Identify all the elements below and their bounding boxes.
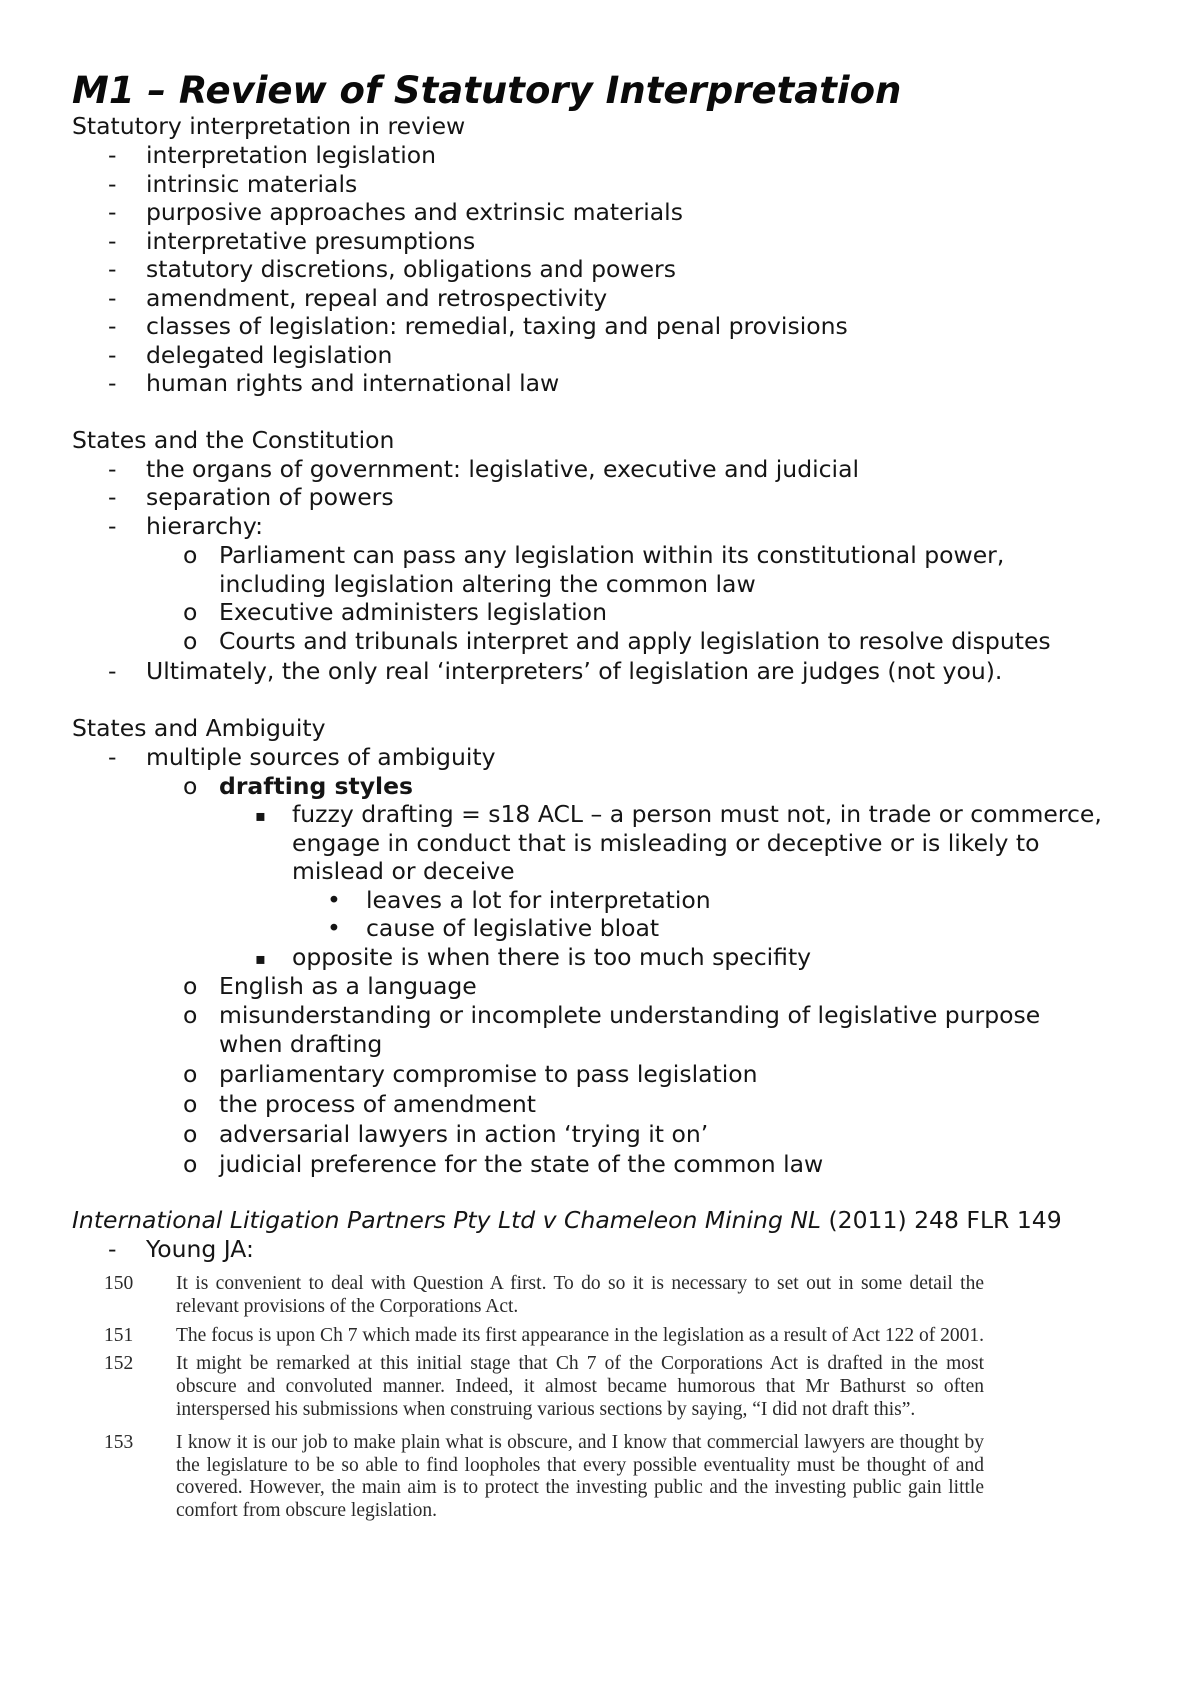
paragraph-text: I know it is our job to make plain what is obscure, and I know that commercial lawyers are thought by the legislature to be so able to find loopholes that every possible eventuality must be thought of and covered. However, the main aim is to protect the investing public and the investing public gain little comfort from obscure legislation. — [176, 1431, 984, 1522]
list-item-text: amendment, repeal and retrospectivity — [146, 284, 608, 312]
list-item-text: interpretation legislation — [146, 141, 436, 169]
list-item-text: Executive administers legislation — [219, 598, 607, 626]
list-item-text: the organs of government: legislative, executive and judicial — [146, 455, 860, 483]
list-item-text: engage in conduct that is misleading or deceptive or is likely to — [292, 829, 1040, 857]
dot-bullet: • — [327, 914, 341, 942]
paragraph-number: 153 — [104, 1431, 134, 1453]
circle-bullet: o — [183, 541, 198, 569]
dash-bullet: - — [108, 284, 117, 312]
dash-bullet: - — [108, 657, 117, 685]
section-heading-text: Statutory interpretation in review — [72, 112, 466, 140]
dash-bullet: - — [108, 512, 117, 540]
circle-bullet: o — [183, 1060, 198, 1088]
list-item-text: multiple sources of ambiguity — [146, 743, 496, 771]
list-item-text: judicial preference for the state of the common law — [219, 1150, 824, 1178]
list-item-text: fuzzy drafting = s18 ACL – a person must not, in trade or commerce, — [292, 800, 1102, 828]
document-title: M1 – Review of Statutory Interpretation — [72, 69, 902, 112]
list-item-text: statutory discretions, obligations and powers — [146, 255, 676, 283]
list-item-text: when drafting — [219, 1030, 383, 1058]
list-item-text: purposive approaches and extrinsic materials — [146, 198, 683, 226]
list-item-text: opposite is when there is too much specifity — [292, 943, 812, 971]
dash-bullet: - — [108, 483, 117, 511]
list-item-text: Courts and tribunals interpret and apply legislation to resolve disputes — [219, 627, 1051, 655]
list-item-text: human rights and international law — [146, 369, 560, 397]
circle-bullet: o — [183, 772, 198, 800]
paragraph-text: It might be remarked at this initial stage that Ch 7 of the Corporations Act is drafted in the most obscure and convoluted manner. Indeed, it almost became humorous that Mr Bathurst so often interspersed his submissions when construing various sections by saying, “I did not draft this”. — [176, 1353, 984, 1420]
circle-bullet: o — [183, 1001, 198, 1029]
paragraph-text: The focus is upon Ch 7 which made its first appearance in the legislation as a result of Act 122 of 2001. — [176, 1324, 984, 1346]
dash-bullet: - — [108, 743, 117, 771]
list-item-text: separation of powers — [146, 483, 394, 511]
circle-bullet: o — [183, 627, 198, 655]
dash-bullet: - — [108, 312, 117, 340]
list-item-text: Ultimately, the only real ‘interpreters’ of legislation are judges (not you). — [146, 657, 1003, 685]
judgment-paragraph — [104, 1273, 984, 1319]
case-reference: (2011) 248 FLR 149 — [821, 1206, 1062, 1234]
square-bullet: ▪ — [255, 806, 266, 825]
list-item-text: classes of legislation: remedial, taxing and penal provisions — [146, 312, 848, 340]
circle-bullet: o — [183, 598, 198, 626]
list-item-text: adversarial lawyers in action ‘trying it on’ — [219, 1120, 709, 1148]
dash-bullet: - — [108, 198, 117, 226]
judgment-paragraph — [104, 1432, 984, 1523]
list-item-text: intrinsic materials — [146, 170, 358, 198]
case-citation — [72, 1206, 1062, 1234]
circle-bullet: o — [183, 1150, 198, 1178]
circle-bullet: o — [183, 1120, 198, 1148]
paragraph-text: It is convenient to deal with Question A first. To do so it is necessary to set out in some detail the relevant provisions of the Corporations Act. — [176, 1273, 984, 1317]
dash-bullet: - — [108, 255, 117, 283]
circle-bullet: o — [183, 1090, 198, 1118]
circle-bullet: o — [183, 972, 198, 1000]
paragraph-number: 150 — [104, 1273, 134, 1294]
section-heading-text: States and Ambiguity — [72, 714, 326, 742]
paragraph-number: 151 — [104, 1324, 134, 1346]
judgment-excerpt — [104, 1273, 984, 1523]
list-item-text: the process of amendment — [219, 1090, 536, 1118]
list-item-text: hierarchy: — [146, 512, 264, 540]
paragraph-number: 152 — [104, 1353, 134, 1375]
list-item-text: leaves a lot for interpretation — [366, 886, 711, 914]
dash-bullet: - — [108, 170, 117, 198]
dash-bullet: - — [108, 227, 117, 255]
dash-bullet: - — [108, 141, 117, 169]
judgment-paragraph — [104, 1325, 984, 1348]
list-item-text: English as a language — [219, 972, 477, 1000]
list-item-text-bold: drafting styles — [219, 772, 414, 800]
list-item-text: cause of legislative bloat — [366, 914, 660, 942]
dash-bullet: - — [108, 1235, 117, 1263]
list-item-text: interpretative presumptions — [146, 227, 476, 255]
case-name: International Litigation Partners Pty Ltd v Chameleon Mining NL — [72, 1206, 822, 1234]
list-item-text: including legislation altering the common law — [219, 570, 756, 598]
dash-bullet: - — [108, 369, 117, 397]
dash-bullet: - — [108, 455, 117, 483]
section-heading-text: States and the Constitution — [72, 426, 395, 454]
dash-bullet: - — [108, 341, 117, 369]
dot-bullet: • — [327, 886, 341, 914]
list-item-text: parliamentary compromise to pass legislation — [219, 1060, 758, 1088]
list-item-text: Parliament can pass any legislation within its constitutional power, — [219, 541, 1005, 569]
judge-name: Young JA: — [146, 1235, 254, 1263]
list-item-text: misunderstanding or incomplete understanding of legislative purpose — [219, 1001, 1041, 1029]
judgment-paragraph — [104, 1353, 984, 1421]
square-bullet: ▪ — [255, 949, 266, 968]
list-item-text: mislead or deceive — [292, 857, 515, 885]
list-item-text: delegated legislation — [146, 341, 393, 369]
